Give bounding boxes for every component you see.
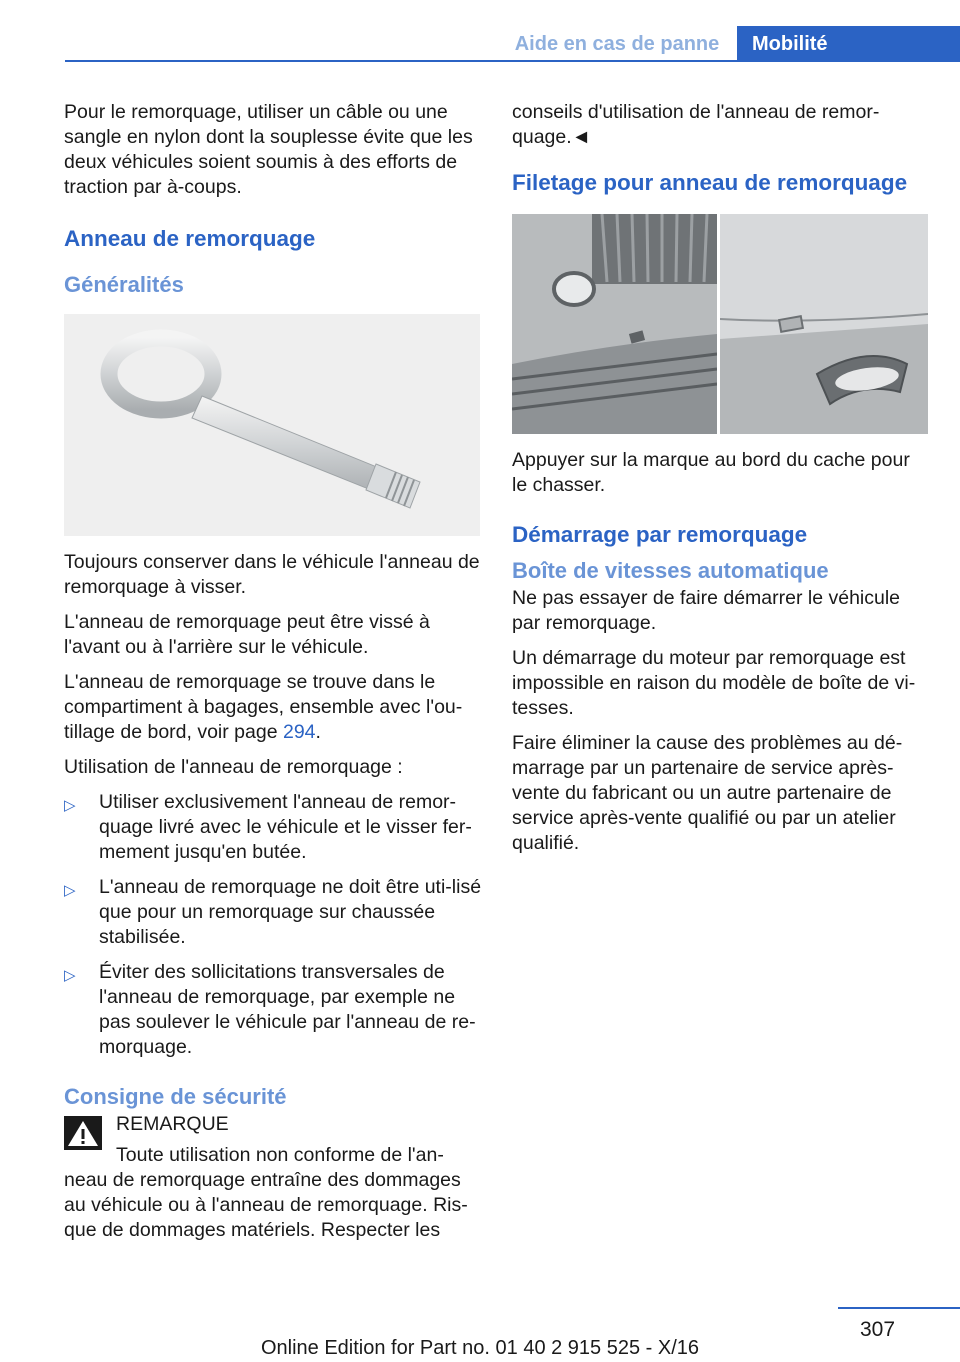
list-item-text: Éviter des sollicitations transversales de l'anneau de remorquage, par exemple ne pas soulever le véhicule par l'anneau de re-morquage. bbox=[99, 961, 476, 1058]
list-item-text: Utiliser exclusivement l'anneau de remor-quage livré avec le véhicule et le visser fer-mement jusqu'en butée. bbox=[99, 791, 472, 863]
paragraph-eliminer: Faire éliminer la cause des problèmes au dé-marrage par un partenaire de service après-vente du fabricant ou un autre partenaire de service après-vente qualifié ou par un atelier qualifié. bbox=[512, 732, 903, 854]
list-item bbox=[64, 960, 482, 1060]
paragraph-impossible: Un démarrage du moteur par remorquage est impossible en raison du modèle de boîte de vi-tesses. bbox=[512, 647, 916, 719]
intro-paragraph: Pour le remorquage, utiliser un câble ou une sangle en nylon dont la souplesse évite que les deux véhicules soient soumis à des efforts de traction par à-coups. bbox=[64, 101, 473, 198]
compartiment-end: . bbox=[315, 721, 321, 743]
page-link-294[interactable]: 294 bbox=[282, 721, 316, 743]
paragraph-compartiment bbox=[64, 670, 482, 745]
bumper-photo bbox=[512, 214, 928, 434]
header-chapter-tab: Mobilité bbox=[737, 26, 960, 62]
triangle-bullet-icon: ▷ bbox=[64, 882, 76, 899]
threaded-socket-figure bbox=[512, 214, 928, 434]
list-item bbox=[64, 790, 482, 865]
list-item-text: L'anneau de remorquage ne doit être uti-lisé que pour un remorquage sur chaussée stabilisée. bbox=[99, 876, 482, 948]
paragraph-conserver: Toujours conserver dans le véhicule l'anneau de remorquage à visser. bbox=[64, 551, 480, 598]
paragraph-visse: L'anneau de remorquage peut être vissé à l'avant ou à l'arrière sur le véhicule. bbox=[64, 611, 430, 658]
triangle-bullet-icon: ▷ bbox=[64, 797, 76, 814]
footer-rule bbox=[838, 1307, 960, 1309]
left-column bbox=[64, 100, 482, 1253]
page-number: 307 bbox=[860, 1318, 896, 1341]
paragraph-conseils: conseils d'utilisation de l'anneau de remor-quage.◄ bbox=[512, 101, 880, 148]
warning-block bbox=[64, 1112, 482, 1137]
paragraph-essayer: Ne pas essayer de faire démarrer le véhicule par remorquage. bbox=[512, 587, 901, 634]
tow-hook-figure bbox=[64, 314, 480, 536]
warning-title: REMARQUE bbox=[116, 1113, 229, 1135]
paragraph-chasser: Appuyer sur la marque au bord du cache pour le chasser. bbox=[512, 449, 910, 496]
triangle-bullet-icon: ▷ bbox=[64, 967, 76, 984]
heading-filetage: Filetage pour anneau de remorquage bbox=[512, 170, 908, 195]
paragraph-utilisation: Utilisation de l'anneau de remorquage : bbox=[64, 756, 403, 778]
heading-generalites: Généralités bbox=[64, 272, 184, 297]
edition-note: Online Edition for Part no. 01 40 2 915 525 - X/16 bbox=[260, 1337, 700, 1359]
warning-icon bbox=[64, 1116, 102, 1150]
heading-anneau: Anneau de remorquage bbox=[64, 226, 316, 251]
heading-consigne: Consigne de sécurité bbox=[64, 1084, 287, 1109]
list-item bbox=[64, 875, 482, 950]
usage-list bbox=[64, 790, 482, 1060]
tow-hook-illustration bbox=[64, 314, 480, 536]
warning-text: Toute utilisation non conforme de l'an-neau de remorquage entraîne des dommages au véhicule ou à l'anneau de remorquage. Ris-que de dommages matériels. Respecter les bbox=[64, 1144, 468, 1241]
right-column bbox=[512, 100, 930, 866]
heading-demarrage: Démarrage par remorquage bbox=[512, 522, 808, 547]
heading-boite: Boîte de vitesses automatique bbox=[512, 558, 829, 583]
header-section-title: Aide en cas de panne bbox=[514, 33, 720, 55]
compartiment-text: L'anneau de remorquage se trouve dans le compartiment à bagages, ensemble avec l'ou-tillage de bord, voir page bbox=[64, 671, 463, 743]
